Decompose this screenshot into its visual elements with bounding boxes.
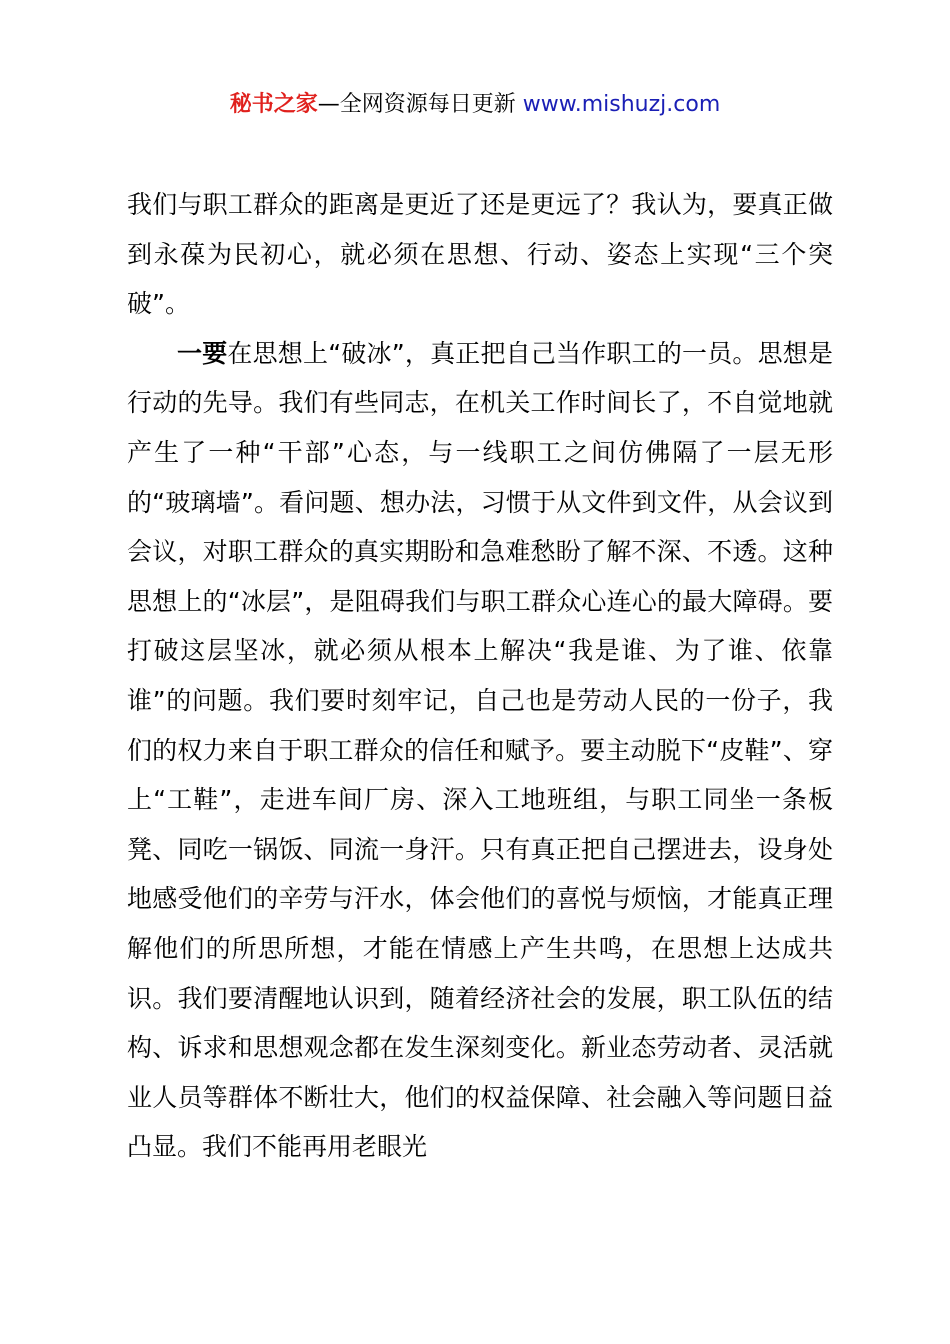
- site-brand[interactable]: 秘书之家: [229, 92, 318, 117]
- paragraph: [127, 180, 833, 329]
- document-body: [127, 180, 833, 1172]
- paragraph: [127, 329, 833, 1172]
- site-url-link[interactable]: www.mishuzj.com: [522, 92, 721, 117]
- paragraph-lead: 一要: [177, 338, 228, 368]
- paragraph-text: 我们与职工群众的距离是更近了还是更远了？我认为，要真正做到永葆为民初心，就必须在思想、行动、姿态上实现“三个突破”。: [127, 190, 833, 319]
- paragraph-text: 在思想上“破冰”，真正把自己当作职工的一员。思想是行动的先导。我们有些同志，在机关工作时间长了，不自觉地就产生了一种“干部”心态，与一线职工之间仿佛隔了一层无形的“玻璃墙”。看问题、想办法，习惯于从文件到文件，从会议到会议，对职工群众的真实期盼和急难愁盼了解不深、不透。这种思想上的“冰层”，是阻碍我们与职工群众心连心的最大障碍。要打破这层坚冰，就必须从根本上解决“我是谁、为了谁、依靠谁”的问题。我们要时刻牢记，自己也是劳动人民的一份子，我们的权力来自于职工群众的信任和赋予。要主动脱下“皮鞋”、穿上“工鞋”，走进车间厂房、深入工地班组，与职工同坐一条板凳、同吃一锅饭、同流一身汗。只有真正把自己摆进去，设身处地感受他们的辛劳与汗水，体会他们的喜悦与烦恼，才能真正理解他们的所思所想，才能在情感上产生共鸣，在思想上达成共识。我们要清醒地认识到，随着经济社会的发展，职工队伍的结构、诉求和思想观念都在发生深刻变化。新业态劳动者、灵活就业人员等群体不断壮大，他们的权益保障、社会融入等问题日益凸显。我们不能再用老眼光: [127, 338, 833, 1162]
- site-header: [0, 88, 950, 122]
- site-tagline: —全网资源每日更新: [317, 92, 523, 117]
